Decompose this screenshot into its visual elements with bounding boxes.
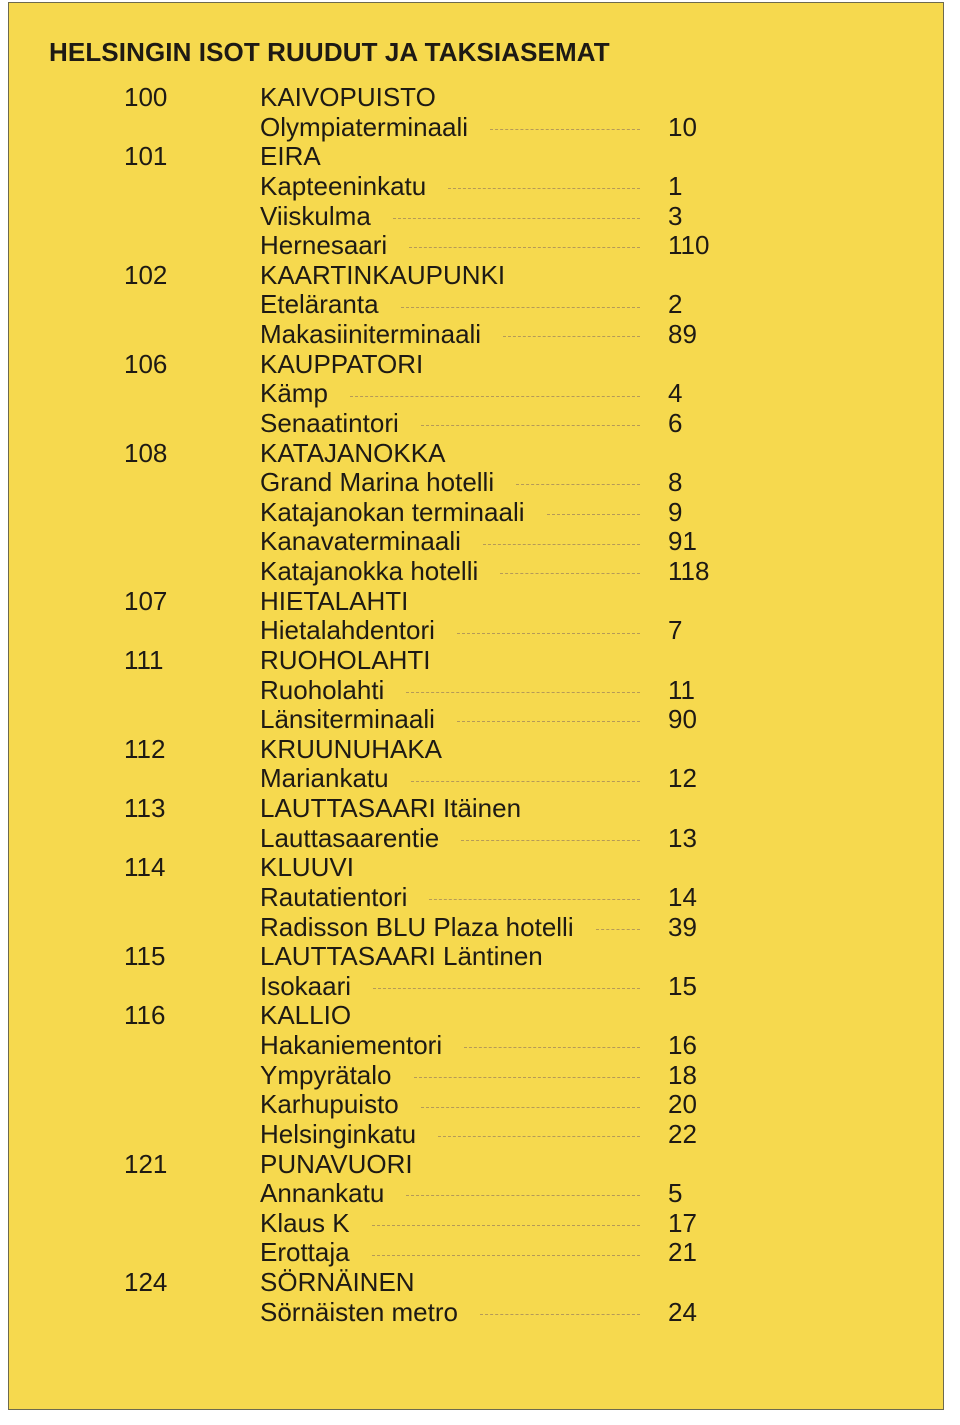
station-number: 2 bbox=[668, 289, 683, 320]
area-row bbox=[9, 794, 943, 824]
station-row bbox=[9, 113, 943, 143]
station-number: 3 bbox=[668, 200, 683, 231]
station-name: Eteläranta bbox=[260, 289, 379, 320]
station-label bbox=[260, 1061, 640, 1091]
station-row bbox=[9, 498, 943, 528]
dashed-leader bbox=[406, 692, 640, 693]
station-label bbox=[260, 527, 640, 557]
area-name: LAUTTASAARI Läntinen bbox=[260, 941, 543, 972]
dashed-leader bbox=[480, 1314, 640, 1315]
station-name: Erottaja bbox=[260, 1237, 350, 1268]
station-number: 15 bbox=[668, 970, 697, 1001]
station-label bbox=[260, 883, 640, 913]
station-name: Helsinginkatu bbox=[260, 1118, 417, 1149]
area-row bbox=[9, 439, 943, 469]
station-label bbox=[260, 1090, 640, 1120]
station-row bbox=[9, 1179, 943, 1209]
station-name: Sörnäisten metro bbox=[260, 1296, 458, 1327]
station-label bbox=[260, 1238, 640, 1268]
station-number: 13 bbox=[668, 822, 697, 853]
station-row bbox=[9, 557, 943, 587]
station-label bbox=[260, 172, 640, 202]
station-row bbox=[9, 1090, 943, 1120]
station-number: 20 bbox=[668, 1089, 697, 1120]
area-row bbox=[9, 83, 943, 113]
dashed-leader bbox=[372, 1225, 640, 1226]
dashed-leader bbox=[547, 514, 641, 515]
station-number: 91 bbox=[668, 526, 697, 557]
station-number: 4 bbox=[668, 378, 683, 409]
station-name: Lauttasaarentie bbox=[260, 822, 440, 853]
station-label bbox=[260, 1120, 640, 1150]
area-row bbox=[9, 1150, 943, 1180]
area-code: 114 bbox=[124, 852, 166, 883]
station-label bbox=[260, 231, 640, 261]
station-number: 14 bbox=[668, 881, 697, 912]
station-row bbox=[9, 972, 943, 1002]
station-label bbox=[260, 409, 640, 439]
station-row bbox=[9, 1238, 943, 1268]
dashed-leader bbox=[421, 425, 640, 426]
station-name: Radisson BLU Plaza hotelli bbox=[260, 911, 574, 942]
dashed-leader bbox=[373, 988, 640, 989]
station-name: Klaus K bbox=[260, 1207, 350, 1238]
dashed-leader bbox=[421, 1107, 640, 1108]
station-label bbox=[260, 202, 640, 232]
area-code: 116 bbox=[124, 1000, 166, 1031]
station-name: Katajanokan terminaali bbox=[260, 496, 525, 527]
station-row bbox=[9, 824, 943, 854]
dashed-leader bbox=[438, 1136, 640, 1137]
station-number: 7 bbox=[668, 615, 683, 646]
station-row bbox=[9, 468, 943, 498]
station-number: 6 bbox=[668, 407, 683, 438]
station-label bbox=[260, 972, 640, 1002]
station-row bbox=[9, 409, 943, 439]
area-code: 107 bbox=[124, 585, 168, 616]
station-label bbox=[260, 113, 640, 143]
area-row bbox=[9, 142, 943, 172]
station-label bbox=[260, 824, 640, 854]
area-name: KATAJANOKKA bbox=[260, 437, 446, 468]
area-name: RUOHOLAHTI bbox=[260, 644, 431, 675]
dashed-leader bbox=[457, 721, 640, 722]
dashed-leader bbox=[461, 840, 640, 841]
station-name: Ruoholahti bbox=[260, 674, 385, 705]
station-label bbox=[260, 1298, 640, 1328]
station-number: 89 bbox=[668, 319, 697, 349]
station-number: 10 bbox=[668, 111, 697, 142]
station-label bbox=[260, 379, 640, 409]
station-name: Makasiiniterminaali bbox=[260, 319, 482, 349]
area-code: 108 bbox=[124, 437, 168, 468]
station-row bbox=[9, 320, 943, 350]
station-name: Mariankatu bbox=[260, 763, 389, 794]
area-row bbox=[9, 735, 943, 765]
station-number: 8 bbox=[668, 467, 683, 498]
dashed-leader bbox=[500, 573, 640, 574]
area-name: EIRA bbox=[260, 141, 321, 172]
area-name: KLUUVI bbox=[260, 852, 354, 883]
dashed-leader bbox=[406, 1195, 640, 1196]
station-number: 22 bbox=[668, 1118, 697, 1149]
station-row bbox=[9, 616, 943, 646]
area-row bbox=[9, 1001, 943, 1031]
station-number: 9 bbox=[668, 496, 683, 527]
station-name: Hietalahdentori bbox=[260, 615, 435, 646]
station-number: 1 bbox=[668, 170, 683, 201]
station-number: 5 bbox=[668, 1178, 683, 1209]
station-name: Rautatientori bbox=[260, 881, 408, 912]
station-label bbox=[260, 764, 640, 794]
station-label bbox=[260, 1179, 640, 1209]
station-number: 21 bbox=[668, 1237, 697, 1268]
station-number: 12 bbox=[668, 763, 697, 794]
station-row bbox=[9, 913, 943, 943]
area-name: KAUPPATORI bbox=[260, 348, 424, 379]
station-name: Karhupuisto bbox=[260, 1089, 399, 1120]
station-label bbox=[260, 705, 640, 735]
station-row bbox=[9, 1298, 943, 1328]
dashed-leader bbox=[429, 899, 640, 900]
station-number: 39 bbox=[668, 911, 697, 942]
dashed-leader bbox=[448, 188, 640, 189]
area-code: 111 bbox=[124, 644, 164, 675]
dashed-leader bbox=[464, 1047, 640, 1048]
station-number: 17 bbox=[668, 1207, 697, 1238]
station-label bbox=[260, 1209, 640, 1239]
station-number: 18 bbox=[668, 1059, 697, 1090]
station-name: Isokaari bbox=[260, 970, 352, 1001]
station-row bbox=[9, 379, 943, 409]
station-row bbox=[9, 1061, 943, 1091]
station-label bbox=[260, 557, 640, 587]
area-code: 102 bbox=[124, 259, 168, 290]
station-number: 11 bbox=[668, 674, 695, 705]
dashed-leader bbox=[409, 247, 640, 248]
station-name: Annankatu bbox=[260, 1178, 385, 1209]
station-name: Länsiterminaali bbox=[260, 704, 435, 735]
station-label bbox=[260, 676, 640, 706]
station-row bbox=[9, 202, 943, 232]
dashed-leader bbox=[414, 1077, 641, 1078]
area-list bbox=[9, 83, 943, 1327]
area-code: 124 bbox=[124, 1267, 168, 1297]
station-name: Grand Marina hotelli bbox=[260, 467, 495, 498]
station-name: Senaatintori bbox=[260, 407, 399, 438]
area-name: SÖRNÄINEN bbox=[260, 1267, 415, 1297]
station-row bbox=[9, 1209, 943, 1239]
dashed-leader bbox=[596, 929, 640, 930]
dashed-leader bbox=[350, 396, 640, 397]
station-number: 90 bbox=[668, 704, 697, 735]
station-label bbox=[260, 616, 640, 646]
taxi-stations-panel bbox=[8, 2, 944, 1410]
dashed-leader bbox=[503, 336, 640, 337]
area-name: LAUTTASAARI Itäinen bbox=[260, 793, 522, 823]
station-name: Hakaniementori bbox=[260, 1030, 443, 1060]
area-name: HIETALAHTI bbox=[260, 585, 409, 616]
station-label bbox=[260, 913, 640, 943]
area-row bbox=[9, 261, 943, 291]
station-name: Kanavaterminaali bbox=[260, 526, 461, 557]
area-row bbox=[9, 942, 943, 972]
area-row bbox=[9, 587, 943, 617]
area-code: 113 bbox=[124, 793, 166, 823]
area-name: KAARTINKAUPUNKI bbox=[260, 259, 506, 290]
station-number: 24 bbox=[668, 1296, 697, 1327]
station-name: Hernesaari bbox=[260, 230, 388, 261]
station-row bbox=[9, 676, 943, 706]
station-label bbox=[260, 498, 640, 528]
area-row bbox=[9, 853, 943, 883]
station-name: Katajanokka hotelli bbox=[260, 556, 479, 586]
area-code: 115 bbox=[124, 941, 166, 972]
area-code: 101 bbox=[124, 141, 168, 172]
station-row bbox=[9, 764, 943, 794]
station-name: Kämp bbox=[260, 378, 328, 409]
station-row bbox=[9, 527, 943, 557]
dashed-leader bbox=[516, 484, 640, 485]
station-name: Olympiaterminaali bbox=[260, 111, 469, 142]
station-row bbox=[9, 231, 943, 261]
dashed-leader bbox=[401, 307, 640, 308]
station-number: 16 bbox=[668, 1030, 697, 1060]
area-name: KALLIO bbox=[260, 1000, 352, 1031]
area-code: 112 bbox=[124, 733, 166, 764]
area-row bbox=[9, 350, 943, 380]
dashed-leader bbox=[483, 544, 640, 545]
station-name: Ympyrätalo bbox=[260, 1059, 392, 1090]
dashed-leader bbox=[490, 129, 640, 130]
station-name: Viiskulma bbox=[260, 200, 371, 231]
station-number: 110 bbox=[668, 230, 710, 261]
area-code: 100 bbox=[124, 82, 168, 112]
station-label bbox=[260, 290, 640, 320]
area-row bbox=[9, 1268, 943, 1298]
station-row bbox=[9, 290, 943, 320]
area-name: KAIVOPUISTO bbox=[260, 82, 436, 112]
station-row bbox=[9, 1120, 943, 1150]
area-code: 121 bbox=[124, 1148, 168, 1179]
dashed-leader bbox=[372, 1255, 640, 1256]
station-label bbox=[260, 468, 640, 498]
dashed-leader bbox=[393, 218, 640, 219]
dashed-leader bbox=[411, 781, 640, 782]
area-name: KRUUNUHAKA bbox=[260, 733, 443, 764]
station-row bbox=[9, 172, 943, 202]
station-row bbox=[9, 883, 943, 913]
station-row bbox=[9, 705, 943, 735]
area-code: 106 bbox=[124, 348, 168, 379]
area-row bbox=[9, 646, 943, 676]
area-name: PUNAVUORI bbox=[260, 1148, 413, 1179]
station-number: 118 bbox=[668, 556, 710, 586]
station-name: Kapteeninkatu bbox=[260, 170, 427, 201]
station-label bbox=[260, 320, 640, 350]
dashed-leader bbox=[457, 633, 640, 634]
station-row bbox=[9, 1031, 943, 1061]
station-label bbox=[260, 1031, 640, 1061]
page-title: HELSINGIN ISOT RUUDUT JA TAKSIASEMAT bbox=[49, 37, 610, 67]
